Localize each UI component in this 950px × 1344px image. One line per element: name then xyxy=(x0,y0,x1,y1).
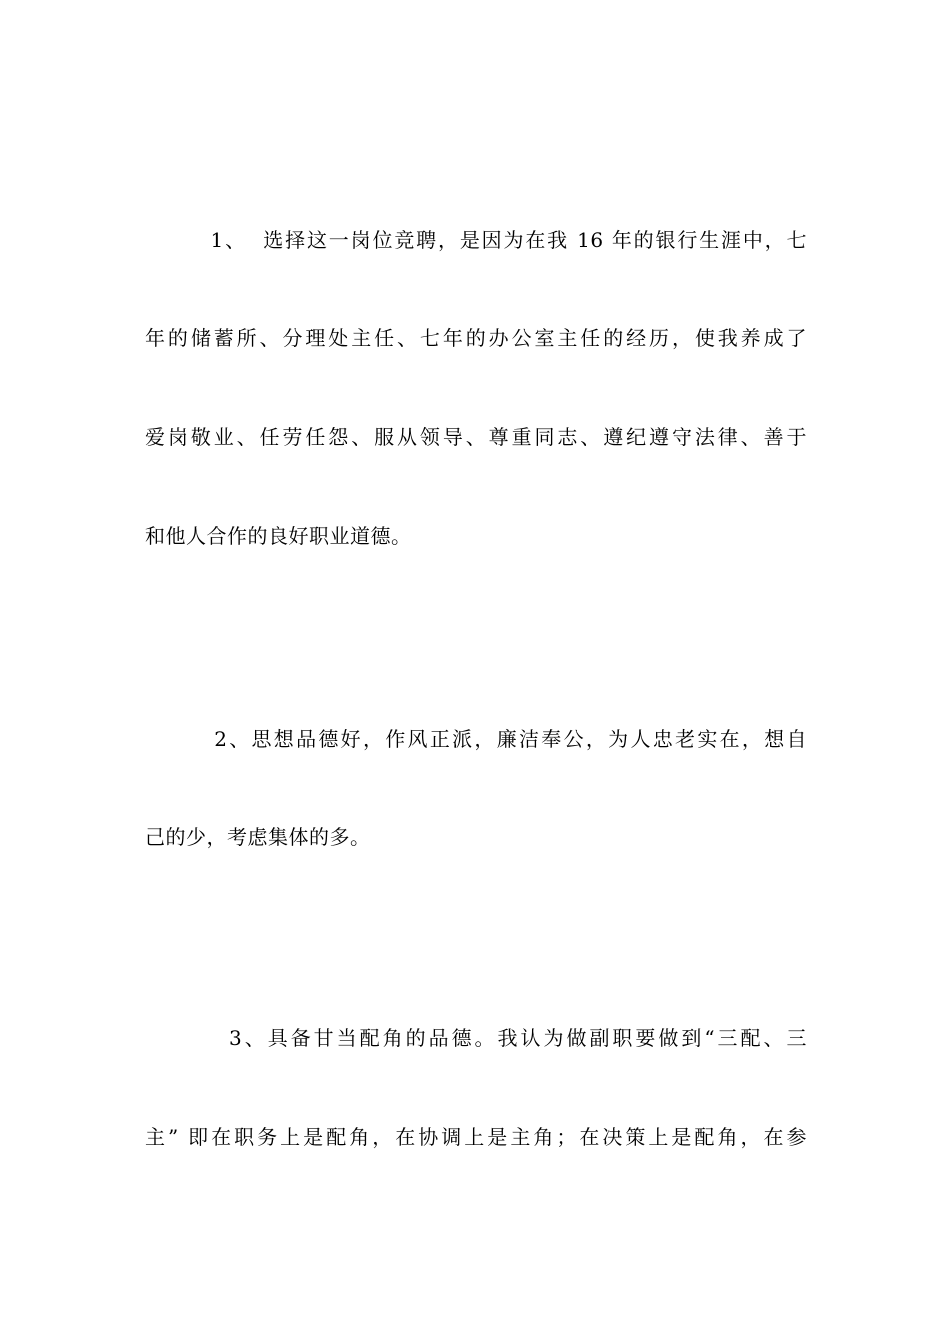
paragraph-3-line-1: 3、具备甘当配角的品德。我认为做副职要做到“三配、三 xyxy=(145,1026,807,1050)
paragraph-1-line-4: 和他人合作的良好职业道德。 xyxy=(145,524,412,548)
paragraph-2-line-2: 己的少，考虑集体的多。 xyxy=(145,825,371,849)
paragraph-3-line-2: 主” 即在职务上是配角，在协调上是主角；在决策上是配角，在参 xyxy=(145,1125,807,1149)
paragraph-1-line-1: 1、 选择这一岗位竞聘，是因为在我 16 年的银行生涯中，七 xyxy=(145,228,807,252)
paragraph-2-line-1: 2、思想品德好，作风正派，廉洁奉公，为人忠老实在，想自 xyxy=(145,727,807,751)
paragraph-1-line-3: 爱岗敬业、任劳任怨、服从领导、尊重同志、遵纪遵守法律、善于 xyxy=(145,425,807,449)
paragraph-1-line-2: 年的储蓄所、分理处主任、七年的办公室主任的经历，使我养成了 xyxy=(145,326,807,350)
